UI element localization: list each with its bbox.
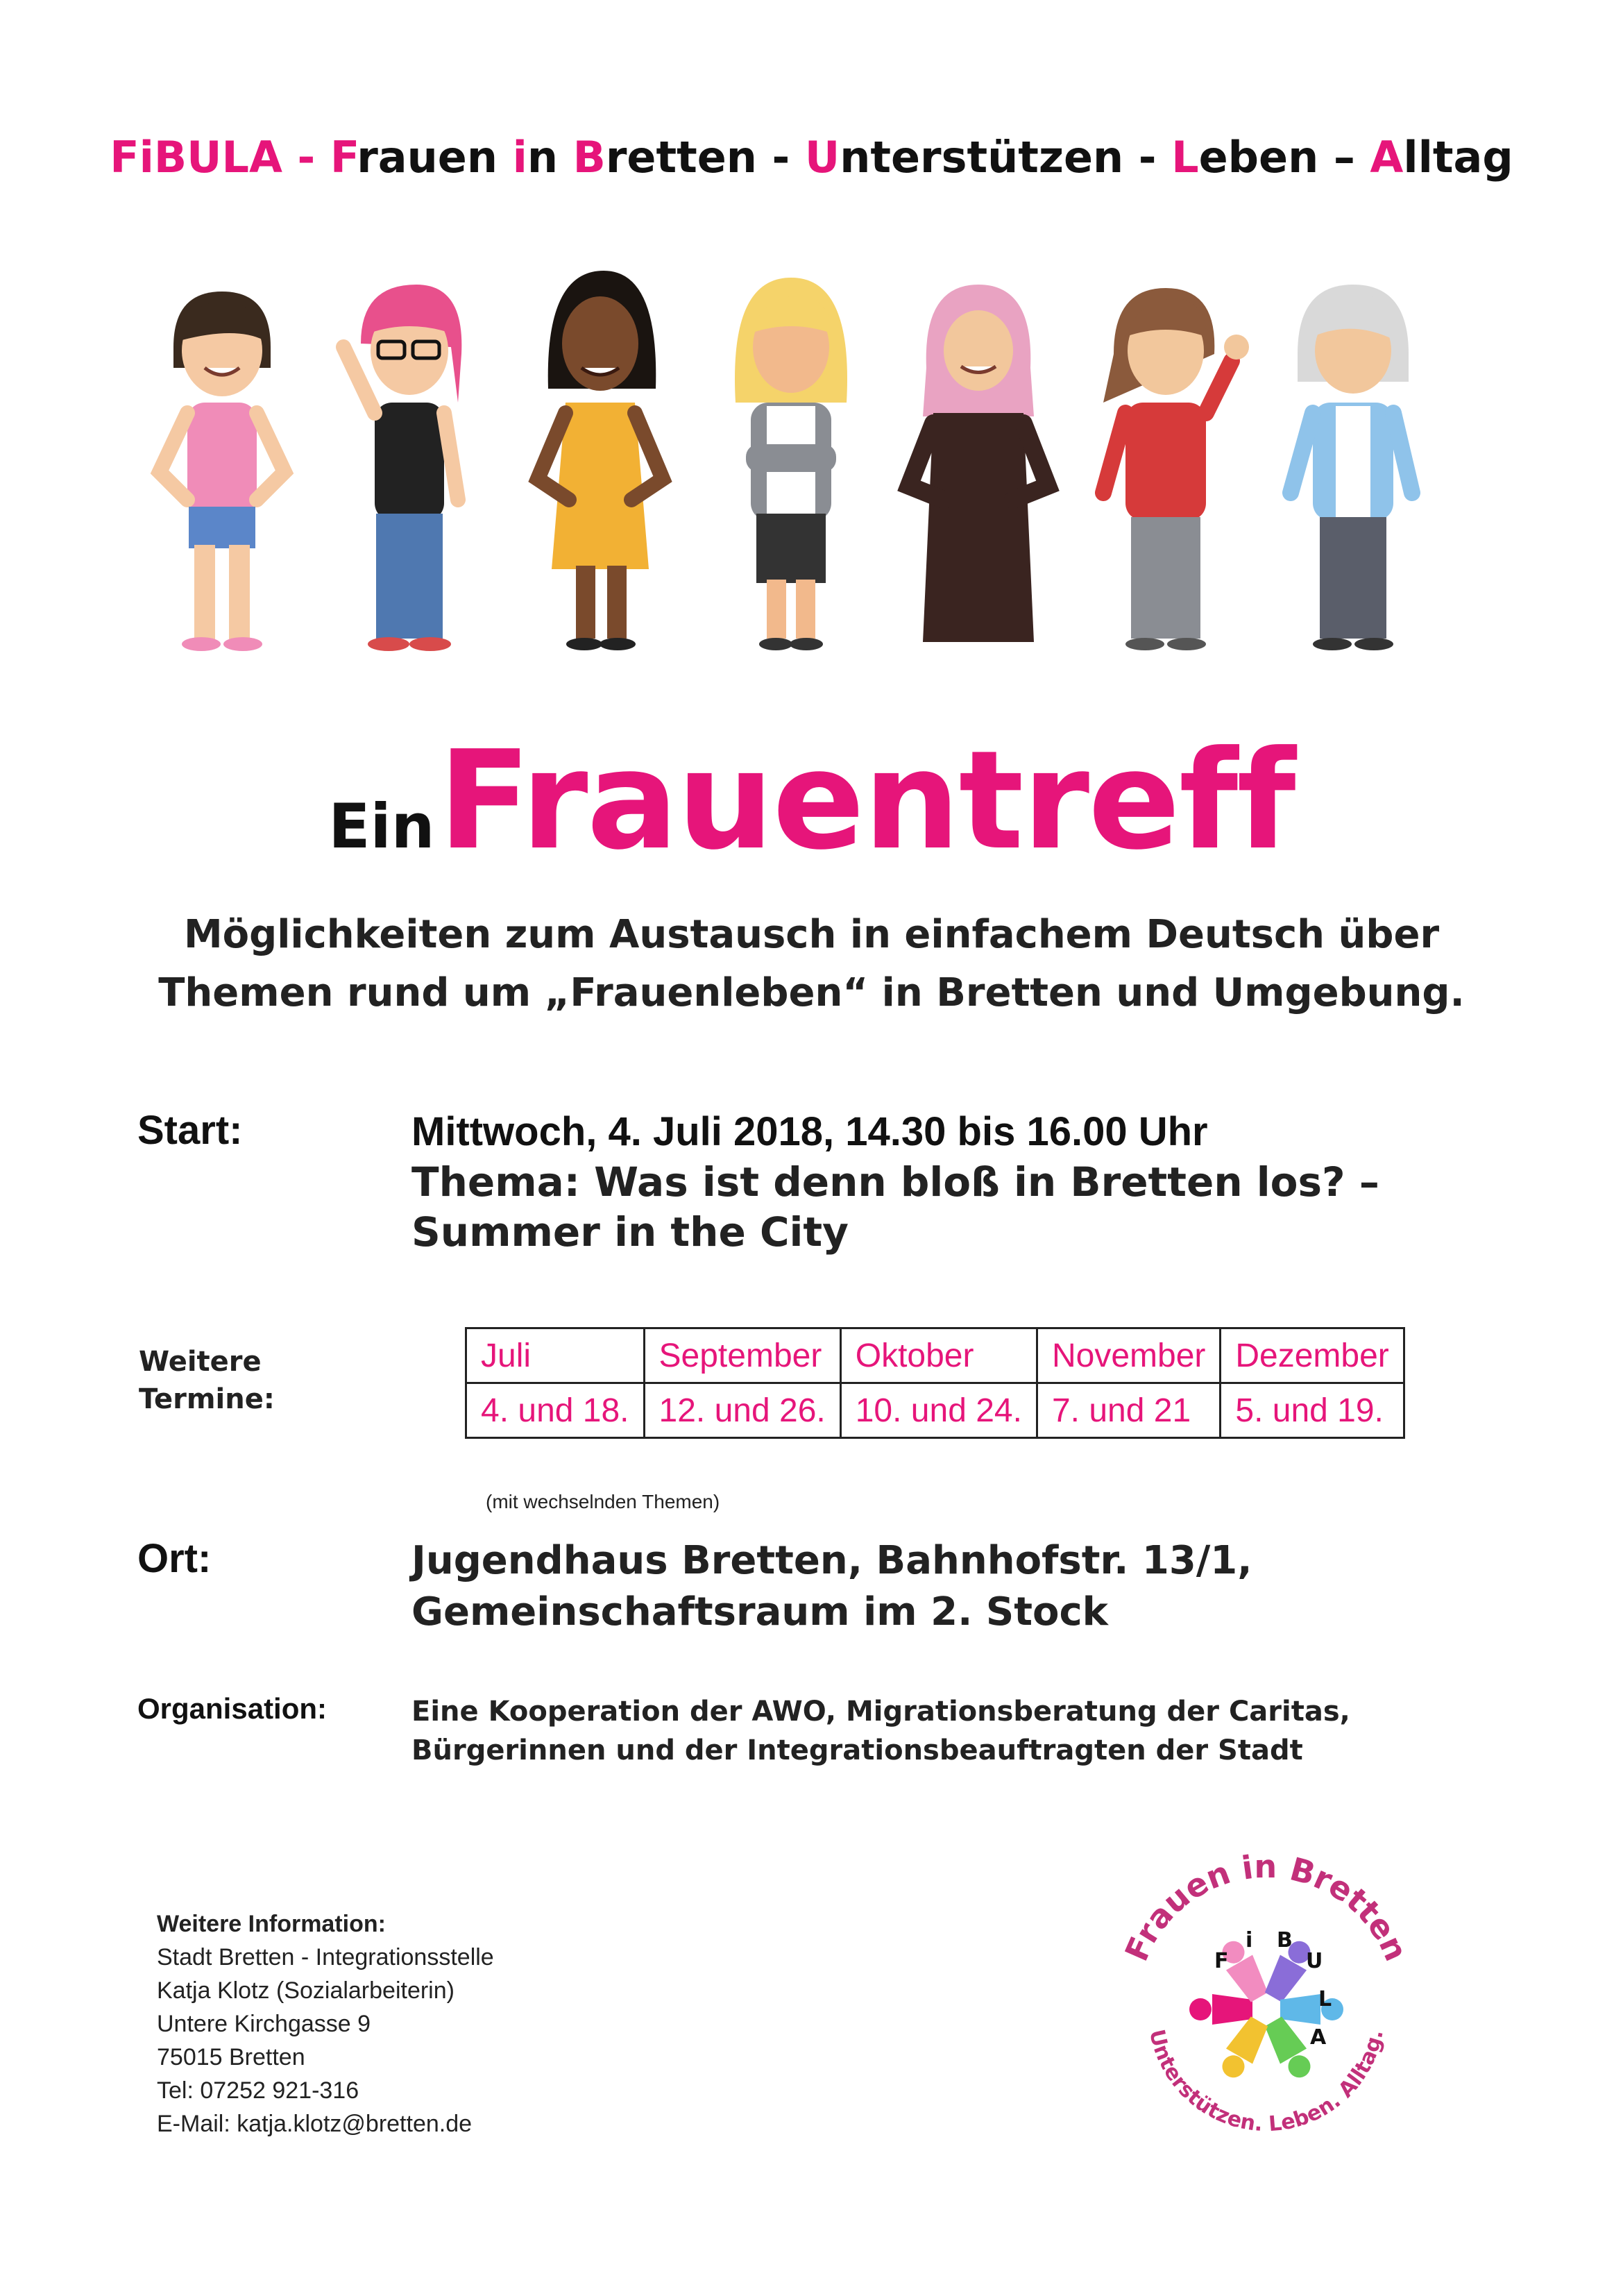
start-details bbox=[411, 1107, 1522, 1257]
organisation-label: Organisation: bbox=[137, 1692, 328, 1725]
header-part: B bbox=[572, 132, 606, 183]
heading-prefix: Ein bbox=[328, 791, 435, 862]
weitere-label-line-1: Weitere bbox=[139, 1346, 262, 1378]
month-cell: Dezember bbox=[1221, 1328, 1404, 1383]
month-cell: Oktober bbox=[840, 1328, 1037, 1383]
weitere-termine-label bbox=[139, 1343, 275, 1418]
ort-line-1: Jugendhaus Bretten, Bahnhofstr. 13/1, bbox=[411, 1538, 1252, 1583]
month-cell: September bbox=[644, 1328, 840, 1383]
header-part: retten - bbox=[605, 132, 805, 183]
header-part: A bbox=[1370, 132, 1404, 183]
organisation-line-2: Bürgerinnen und der Integrationsbeauftragten der Stadt bbox=[411, 1734, 1303, 1766]
logo-letter: L bbox=[1318, 1987, 1332, 2011]
month-cell: Juli bbox=[466, 1328, 645, 1383]
termine-note: (mit wechselnden Themen) bbox=[486, 1491, 720, 1512]
woman-3-figure bbox=[538, 271, 663, 650]
header-part: U bbox=[804, 132, 840, 183]
fibula-logo bbox=[1110, 1850, 1422, 2155]
logo-letter: A bbox=[1310, 2025, 1327, 2050]
woman-7-figure bbox=[1291, 285, 1412, 650]
woman-2-figure bbox=[343, 285, 461, 651]
termine-months-row bbox=[466, 1328, 1404, 1383]
organisation-line-1: Eine Kooperation der AWO, Migrationsberatung der Caritas, bbox=[411, 1696, 1350, 1728]
woman-1-figure bbox=[160, 292, 284, 651]
date-cell: 4. und 18. bbox=[466, 1383, 645, 1438]
ort-label: Ort: bbox=[137, 1536, 212, 1581]
logo-letter: F bbox=[1214, 1949, 1229, 1973]
organisation-details bbox=[411, 1692, 1350, 1770]
logo-letter: B bbox=[1277, 1928, 1293, 1952]
month-cell: November bbox=[1037, 1328, 1220, 1383]
ort-line-2: Gemeinschaftsraum im 2. Stock bbox=[411, 1589, 1108, 1635]
heading-title: Frauentreff bbox=[438, 722, 1295, 880]
start-topic-cont: Summer in the City bbox=[411, 1208, 849, 1256]
header-part: n bbox=[527, 132, 573, 183]
weitere-label-line-2: Termine: bbox=[139, 1383, 275, 1415]
contact-line: Untere Kirchgasse 9 bbox=[157, 2011, 371, 2037]
woman-6-figure bbox=[1103, 288, 1249, 650]
contact-info bbox=[157, 1907, 494, 2141]
start-topic: Thema: Was ist denn bloß in Bretten los? – bbox=[411, 1158, 1379, 1206]
header-part: rauen bbox=[357, 132, 513, 183]
contact-line: Katja Klotz (Sozialarbeiterin) bbox=[157, 1977, 454, 2004]
intro-text bbox=[0, 906, 1623, 1022]
intro-line-2: Themen rund um „Frauenleben“ in Bretten und Umgebung. bbox=[158, 970, 1465, 1015]
header-part: F bbox=[330, 132, 357, 183]
woman-4-figure bbox=[735, 278, 847, 650]
intro-line-1: Möglichkeiten zum Austausch in einfachem Deutsch über bbox=[183, 912, 1440, 957]
termine-table bbox=[465, 1327, 1405, 1439]
contact-line: 75015 Bretten bbox=[157, 2044, 305, 2070]
termine-dates-row bbox=[466, 1383, 1404, 1438]
header-part: eben – bbox=[1198, 132, 1370, 183]
logo-letter: i bbox=[1246, 1928, 1253, 1952]
header-part: nterstützen - bbox=[840, 132, 1172, 183]
contact-line: Stadt Bretten - Integrationsstelle bbox=[157, 1944, 494, 1970]
contact-line: Tel: 07252 921-316 bbox=[157, 2077, 359, 2104]
logo-bottom-text: Unterstützen. Leben. Alltag. bbox=[1144, 2027, 1388, 2137]
woman-5-figure bbox=[909, 285, 1048, 642]
women-illustration bbox=[125, 264, 1513, 652]
header-part: FiBULA - bbox=[110, 132, 330, 183]
header-part: i bbox=[512, 132, 527, 183]
ort-details bbox=[411, 1535, 1252, 1638]
date-cell: 7. und 21 bbox=[1037, 1383, 1220, 1438]
main-heading bbox=[0, 722, 1623, 880]
date-cell: 5. und 19. bbox=[1221, 1383, 1404, 1438]
logo-letter: U bbox=[1306, 1949, 1323, 1973]
header-part: lltag bbox=[1403, 132, 1513, 183]
date-cell: 10. und 24. bbox=[840, 1383, 1037, 1438]
contact-title: Weitere Information: bbox=[157, 1911, 386, 1937]
start-label: Start: bbox=[137, 1108, 243, 1153]
logo-top-text: Frauen in Bretten bbox=[1117, 1850, 1416, 1967]
header-part: L bbox=[1171, 132, 1199, 183]
start-date: Mittwoch, 4. Juli 2018, 14.30 bis 16.00 Uhr bbox=[411, 1109, 1208, 1154]
contact-email: E-Mail: katja.klotz@bretten.de bbox=[157, 2111, 473, 2137]
header-title bbox=[0, 132, 1623, 183]
date-cell: 12. und 26. bbox=[644, 1383, 840, 1438]
